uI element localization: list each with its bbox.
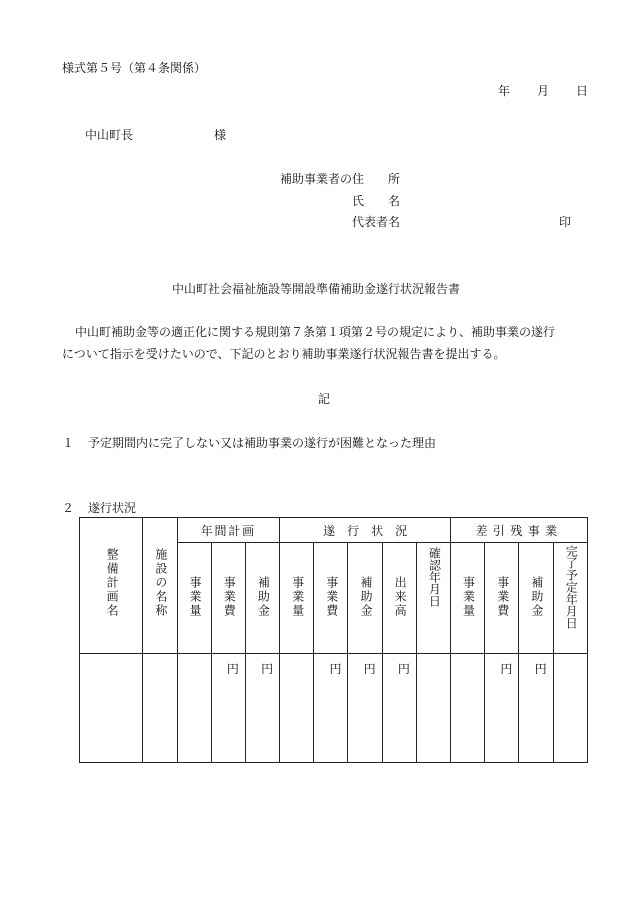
cell-plan-name[interactable]: [80, 654, 143, 763]
cell-balance-subsidy[interactable]: [519, 654, 553, 763]
seal-mark: 印: [559, 215, 572, 229]
header-plan-name: 整備計画名: [80, 518, 143, 654]
unit-yen: 円: [500, 662, 513, 676]
document-title: 中山町社会福祉施設等開設準備補助金遂行状況報告書: [172, 282, 461, 296]
cell-balance-completion-date[interactable]: [553, 654, 587, 763]
addressee-name: 中山町長: [85, 128, 134, 142]
header-progress-status: 遂 行 状 況: [280, 518, 451, 543]
form-number: 様式第５号（第４条関係）: [62, 61, 207, 75]
progress-table: [79, 517, 588, 763]
cell-progress-subsidy[interactable]: [348, 654, 382, 763]
cell-progress-cost[interactable]: [314, 654, 348, 763]
sub-annual-volume: 事業量: [177, 543, 211, 654]
sub-progress-confirm-date: 確認年月日: [416, 543, 450, 654]
header-annual-plan: 年間計画: [177, 518, 280, 543]
unit-yen: 円: [226, 662, 239, 676]
section-1-number: １: [62, 436, 75, 450]
section-2-number: ２: [62, 501, 75, 515]
cell-balance-cost[interactable]: [485, 654, 519, 763]
header-remaining-work: 差引残事業: [451, 518, 588, 543]
sub-balance-subsidy: 補助金: [519, 543, 553, 654]
sub-balance-volume: 事業量: [451, 543, 485, 654]
cell-balance-volume[interactable]: [451, 654, 485, 763]
unit-yen: 円: [261, 662, 274, 676]
unit-yen: 円: [534, 662, 547, 676]
body-line-1: 中山町補助金等の適正化に関する規則第７条第１項第２号の規定により、補助事業の遂行: [75, 325, 556, 339]
cell-annual-cost[interactable]: [211, 654, 245, 763]
ki-heading: 記: [318, 392, 331, 406]
sub-annual-cost: 事業費: [211, 543, 245, 654]
sub-progress-volume: 事業量: [280, 543, 314, 654]
unit-yen: 円: [329, 662, 342, 676]
section-2-text: 遂行状況: [88, 501, 137, 515]
cell-facility-name[interactable]: [143, 654, 177, 763]
cell-annual-subsidy[interactable]: [245, 654, 279, 763]
header-facility-name: 施設の名称: [143, 518, 177, 654]
cell-progress-confirm-date[interactable]: [416, 654, 450, 763]
sub-progress-cost: 事業費: [314, 543, 348, 654]
unit-yen: 円: [363, 662, 376, 676]
applicant-rep-label: 代表者名: [352, 215, 401, 229]
unit-yen: 円: [397, 662, 410, 676]
applicant-address-label: 補助事業者の住 所: [280, 172, 401, 186]
sub-annual-subsidy: 補助金: [245, 543, 279, 654]
sub-balance-completion-date: 完了予定年月日: [553, 543, 587, 654]
cell-annual-volume[interactable]: [177, 654, 211, 763]
sub-progress-output: 出来高: [382, 543, 416, 654]
section-1-text: 予定期間内に完了しない又は補助事業の遂行が困難となった理由: [88, 436, 437, 450]
sub-progress-subsidy: 補助金: [348, 543, 382, 654]
date-month-label: 月: [537, 84, 550, 98]
applicant-name-label: 氏 名: [352, 194, 401, 208]
body-line-2: について指示を受けたいので、下記のとおり補助事業遂行状況報告書を提出する。: [62, 347, 506, 361]
cell-progress-output[interactable]: [382, 654, 416, 763]
cell-progress-volume[interactable]: [280, 654, 314, 763]
addressee-honorific: 様: [214, 128, 227, 142]
sub-balance-cost: 事業費: [485, 543, 519, 654]
date-day-label: 日: [576, 84, 589, 98]
date-year-label: 年: [498, 84, 511, 98]
